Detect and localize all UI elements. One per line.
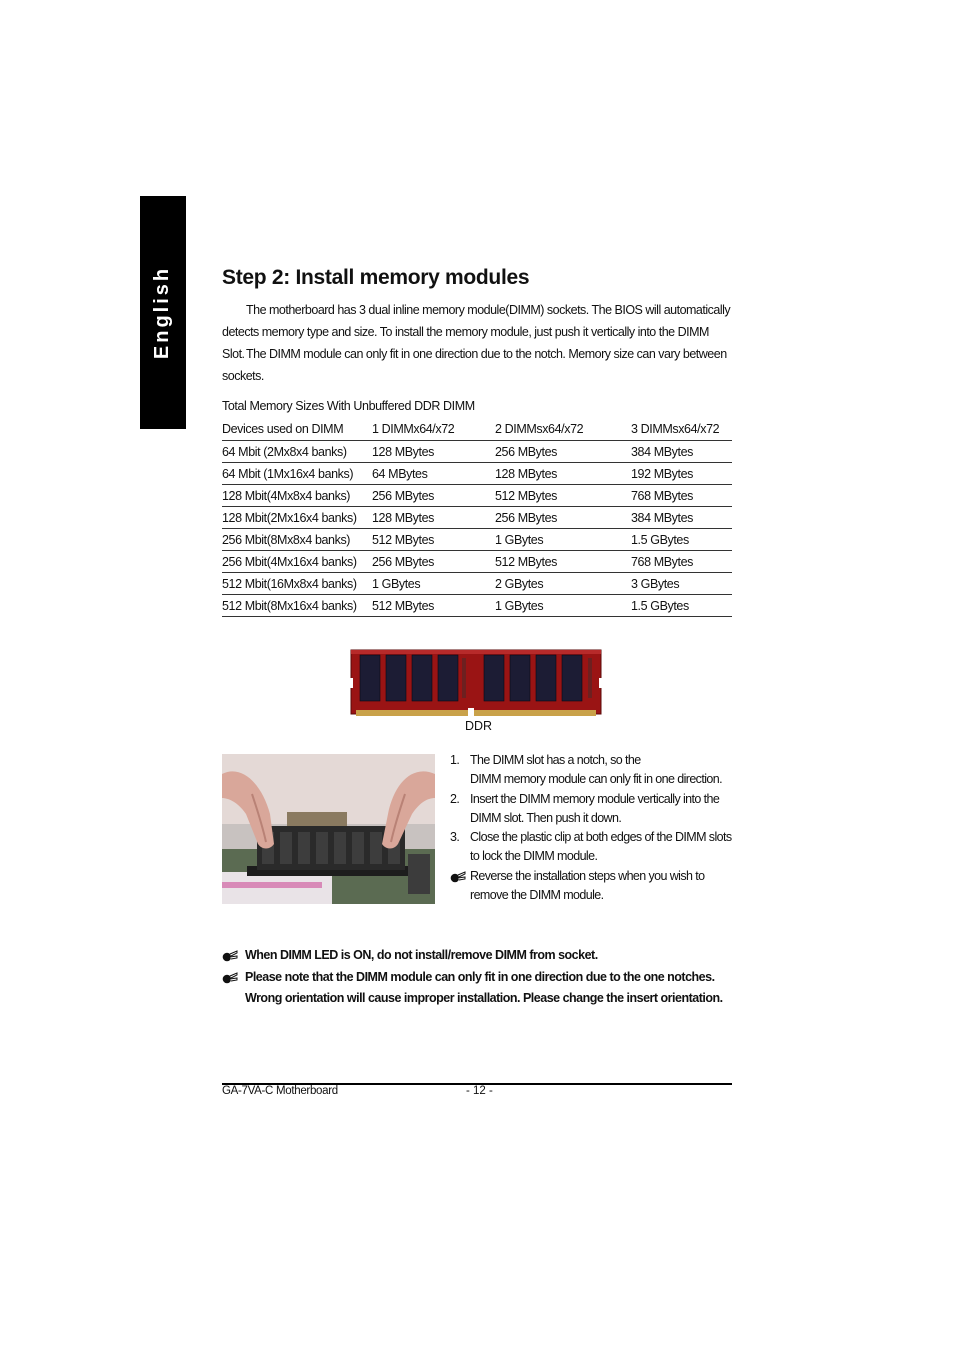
table-cell: 384 MBytes <box>631 441 732 463</box>
table-cell: 128 MBytes <box>372 507 495 529</box>
table-cell: 2 GBytes <box>495 573 631 595</box>
table-cell: 256 MBytes <box>495 441 631 463</box>
step-note-text: remove the DIMM module. <box>470 888 604 903</box>
note-text: Wrong orientation will cause improper installation. Please change the insert orientation. <box>245 991 723 1005</box>
memory-size-table <box>222 418 732 617</box>
note-text: When DIMM LED is ON, do not install/remove DIMM from socket. <box>245 948 598 962</box>
table-cell: 256 MBytes <box>372 485 495 507</box>
table-header-cell: Devices used on DIMM <box>222 418 372 441</box>
table-header-cell: 1 DIMMx64/x72 <box>372 418 495 441</box>
hand-pointer-icon <box>450 870 466 884</box>
hand-pointer-icon <box>222 949 238 963</box>
table-header-cell: 2 DIMMsx64/x72 <box>495 418 631 441</box>
list-item <box>222 945 737 967</box>
list-item <box>450 790 735 829</box>
table-cell: 1.5 GBytes <box>631 595 732 617</box>
step-number: 1. <box>450 753 460 767</box>
table-cell: 64 Mbit (1Mx16x4 banks) <box>222 463 372 485</box>
notch-paragraph: The DIMM module can only fit in one direction due to the notch. Memory size can vary between sockets. <box>222 347 727 383</box>
table-cell: 768 MBytes <box>631 485 732 507</box>
table-cell: 512 Mbit(8Mx16x4 banks) <box>222 595 372 617</box>
footer-model: GA-7VA-C Motherboard <box>222 1085 338 1097</box>
table-cell: 256 Mbit(4Mx16x4 banks) <box>222 551 372 573</box>
step-number: 3. <box>450 830 460 845</box>
table-cell: 512 MBytes <box>372 529 495 551</box>
table-cell: 128 MBytes <box>495 463 631 485</box>
table-cell: 256 MBytes <box>372 551 495 573</box>
table-row <box>222 441 732 463</box>
hand-pointer-icon <box>222 971 238 985</box>
table-cell: 1 GBytes <box>495 529 631 551</box>
table-cell: 512 MBytes <box>495 551 631 573</box>
table-cell: 1 GBytes <box>372 573 495 595</box>
intro-paragraph: The motherboard has 3 dual inline memory module(DIMM) sockets. The BIOS will automatically detects memory type and size. To install the memory module, just push it vertically into the DIMM Slot. <box>222 303 731 361</box>
table-row <box>222 573 732 595</box>
step-number: 2. <box>450 791 460 806</box>
table-cell: 192 MBytes <box>631 463 732 485</box>
warning-notes <box>222 945 737 1010</box>
table-cell: 128 Mbit(2Mx16x4 banks) <box>222 507 372 529</box>
install-steps <box>450 751 735 905</box>
step-text: Close the plastic clip at both edges of the DIMM slots <box>470 830 732 845</box>
table-row <box>222 485 732 507</box>
language-tab <box>140 196 186 429</box>
step-text: DIMM memory module can only fit in one direction. <box>470 772 722 787</box>
table-cell: 512 MBytes <box>372 595 495 617</box>
list-item <box>222 967 737 1010</box>
table-row <box>222 529 732 551</box>
table-cell: 256 MBytes <box>495 507 631 529</box>
dimm-insertion-photo <box>222 754 435 904</box>
table-header-row <box>222 418 732 441</box>
ddr-caption: DDR <box>465 719 493 733</box>
step-note-text: Reverse the installation steps when you wish to <box>470 868 705 883</box>
page-number: - 12 - <box>466 1085 493 1097</box>
table-row <box>222 595 732 617</box>
table-cell: 512 MBytes <box>495 485 631 507</box>
section-title: Step 2: Install memory modules <box>222 266 530 289</box>
list-item <box>450 828 735 867</box>
table-row <box>222 463 732 485</box>
table-row <box>222 551 732 573</box>
step-text: DIMM slot. Then push it down. <box>470 810 622 825</box>
list-item <box>450 751 735 790</box>
list-item <box>450 867 735 906</box>
table-cell: 64 MBytes <box>372 463 495 485</box>
table-cell: 1.5 GBytes <box>631 529 732 551</box>
language-tab-label: English <box>151 265 174 360</box>
ddr-module-image <box>350 648 602 718</box>
table-cell: 512 Mbit(16Mx8x4 banks) <box>222 573 372 595</box>
table-cell: 384 MBytes <box>631 507 732 529</box>
table-cell: 1 GBytes <box>495 595 631 617</box>
note-text: Please note that the DIMM module can only fit in one direction due to the one notches. <box>245 969 715 984</box>
table-cell: 256 Mbit(8Mx8x4 banks) <box>222 529 372 551</box>
table-row <box>222 507 732 529</box>
table-header-cell: 3 DIMMsx64/x72 <box>631 418 732 441</box>
table-caption: Total Memory Sizes With Unbuffered DDR DIMM <box>222 399 475 413</box>
table-cell: 768 MBytes <box>631 551 732 573</box>
table-cell: 64 Mbit (2Mx8x4 banks) <box>222 441 372 463</box>
table-cell: 128 MBytes <box>372 441 495 463</box>
step-text: to lock the DIMM module. <box>470 849 598 864</box>
step-text: The DIMM slot has a notch, so the <box>470 753 641 767</box>
table-cell: 3 GBytes <box>631 573 732 595</box>
table-cell: 128 Mbit(4Mx8x4 banks) <box>222 485 372 507</box>
step-text: Insert the DIMM memory module vertically into the <box>470 791 720 806</box>
